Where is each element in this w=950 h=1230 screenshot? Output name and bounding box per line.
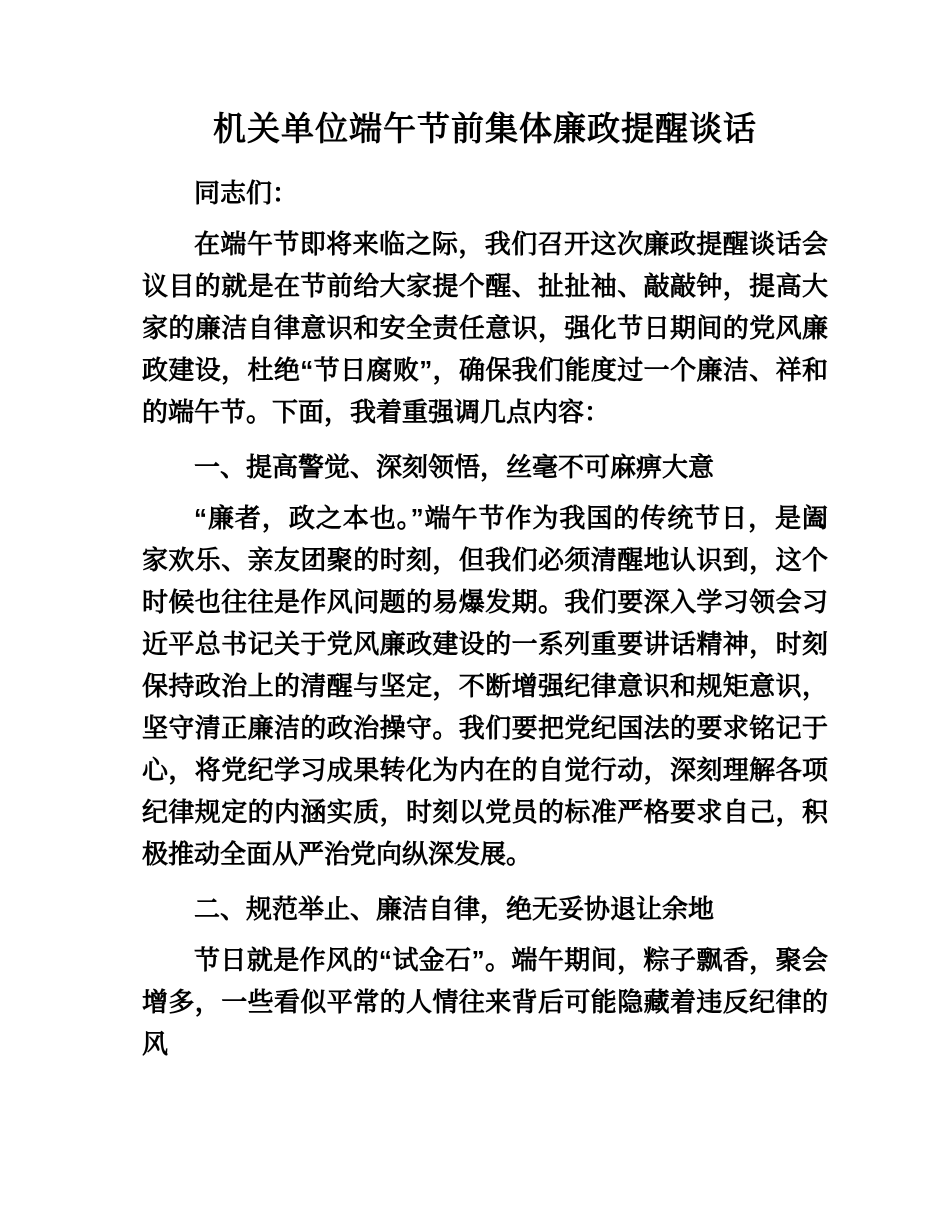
section-heading-1: 一、提高警觉、深刻领悟，丝毫不可麻痹大意	[194, 451, 715, 482]
paragraph-section-1: “廉者，政之本也。”端午节作为我国的传统节日，是阖家欢乐、亲友团聚的时刻，但我们必须清醒地认识到，这个时候也往往是作风问题的易爆发期。我们要深入学习领会习近平总书记关于党风廉政建设的一系列重要讲话精神，时刻保持政治上的清醒与坚定，不断增强纪律意识和规矩意识，坚守清正廉洁的政治操守。我们要把党纪国法的要求铭记于心，将党纪学习成果转化为内在的自觉行动，深刻理解各项纪律规定的内涵实质，时刻以党员的标准严格要求自己，积极推动全面从严治党向纵深发展。	[142, 502, 828, 869]
salutation: 同志们：	[194, 177, 299, 208]
section-heading-2: 二、规范举止、廉洁自律，绝无妥协退让余地	[194, 893, 715, 924]
document-title: 机关单位端午节前集体廉政提醒谈话	[213, 110, 757, 147]
paragraph-section-2: 节日就是作风的“试金石”。端午期间，粽子飘香，聚会增多，一些看似平常的人情往来背后可能隐藏着违反纪律的风	[142, 944, 828, 1059]
paragraph-opening: 在端午节即将来临之际，我们召开这次廉政提醒谈话会议目的就是在节前给大家提个醒、扯扯袖、敲敲钟，提高大家的廉洁自律意识和安全责任意识，强化节日期间的党风廉政建设，杜绝“节日腐败”，确保我们能度过一个廉洁、祥和的端午节。下面，我着重强调几点内容：	[142, 228, 828, 427]
